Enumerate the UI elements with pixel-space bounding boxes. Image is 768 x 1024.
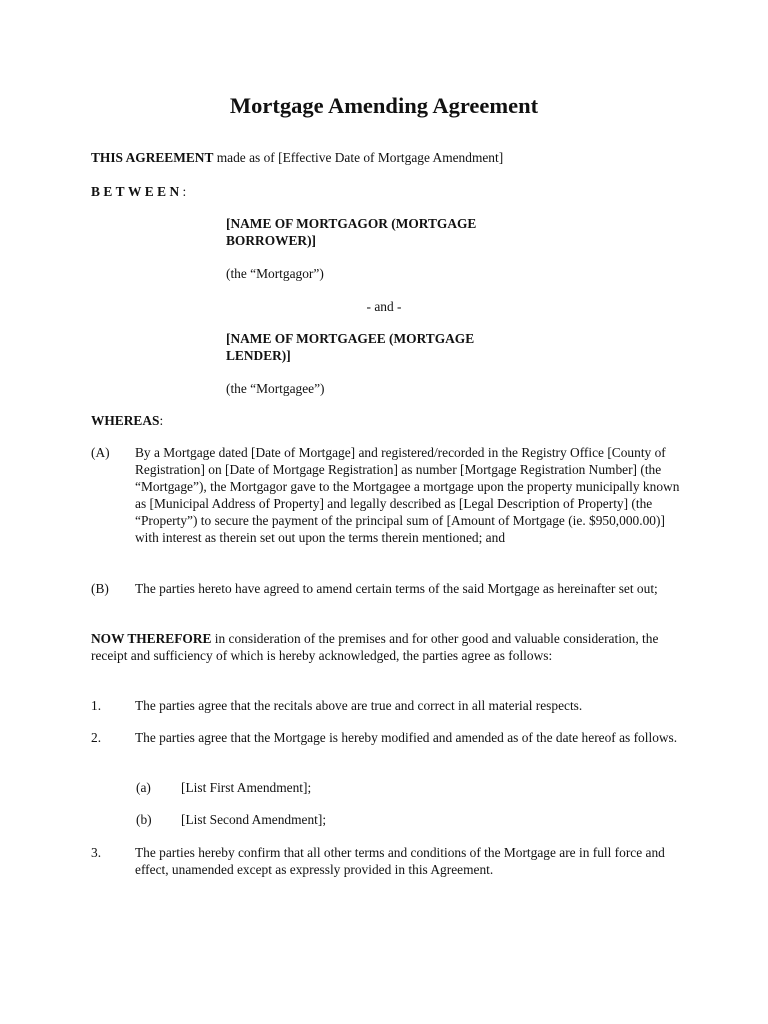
now-therefore-paragraph — [91, 630, 683, 664]
now-therefore-text: in consideration of the premises and for other good and valuable consideration, the receipt and sufficiency of which is hereby acknowledged, the parties agree as follows: — [91, 631, 659, 663]
agreement-intro — [91, 149, 681, 166]
amendment-label: (b) — [136, 812, 152, 827]
between-label: BETWEEN — [91, 184, 183, 199]
now-therefore-bold: NOW THEREFORE — [91, 631, 212, 646]
mortgagor-role: (the “Mortgagor”) — [226, 266, 324, 281]
intro-bold: THIS AGREEMENT — [91, 150, 214, 165]
whereas-heading — [91, 412, 681, 429]
clause-text: The parties agree that the Mortgage is hereby modified and amended as of the date hereof as follows. — [135, 730, 678, 745]
recital-label: (B) — [91, 581, 109, 596]
between-heading — [91, 183, 681, 200]
amendment-text: [List Second Amendment]; — [181, 812, 327, 827]
mortgagor-name: [NAME OF MORTGAGOR (MORTGAGE BORROWER)] — [226, 216, 477, 248]
recital-label: (A) — [91, 445, 110, 460]
mortgagee-role: (the “Mortgagee”) — [226, 381, 325, 396]
clause-text: The parties agree that the recitals above are true and correct in all material respects. — [135, 698, 583, 713]
clause-label: 3. — [91, 845, 102, 860]
recital-text: By a Mortgage dated [Date of Mortgage] and registered/recorded in the Registry Office [County of Registration] on [Date of Mortgage Registration] as number [Mortgage Registration Number] (the “Mortgage”), the Mortgagor gave to the Mortgagee a mortgage upon the property municipally known as [Municipal Address of Property] and legally described as [Legal Description of Property] (the “Property”) to secure the payment of the principal sum of [Amount of Mortgage (ie. $950,000.00)] with interest as therein set out upon the terms therein mentioned; and — [135, 445, 680, 545]
amendment-label: (a) — [136, 780, 151, 795]
document-title: Mortgage Amending Agreement — [229, 93, 539, 118]
clause-text: The parties hereby confirm that all other terms and conditions of the Mortgage are in full force and effect, unamended except as expressly provided in this Agreement. — [135, 845, 665, 877]
clause-label: 1. — [91, 698, 102, 713]
whereas-label: WHEREAS — [91, 413, 160, 428]
intro-text: made as of [Effective Date of Mortgage Amendment] — [213, 150, 504, 165]
mortgagee-name: [NAME OF MORTGAGEE (MORTGAGE LENDER)] — [226, 331, 475, 363]
recital-text: The parties hereto have agreed to amend certain terms of the said Mortgage as hereinafter set out; — [135, 581, 658, 596]
clause-label: 2. — [91, 730, 102, 745]
between-colon: : — [182, 184, 187, 199]
whereas-colon: : — [159, 413, 164, 428]
and-separator: - and - — [366, 299, 402, 314]
amendment-text: [List First Amendment]; — [181, 780, 312, 795]
